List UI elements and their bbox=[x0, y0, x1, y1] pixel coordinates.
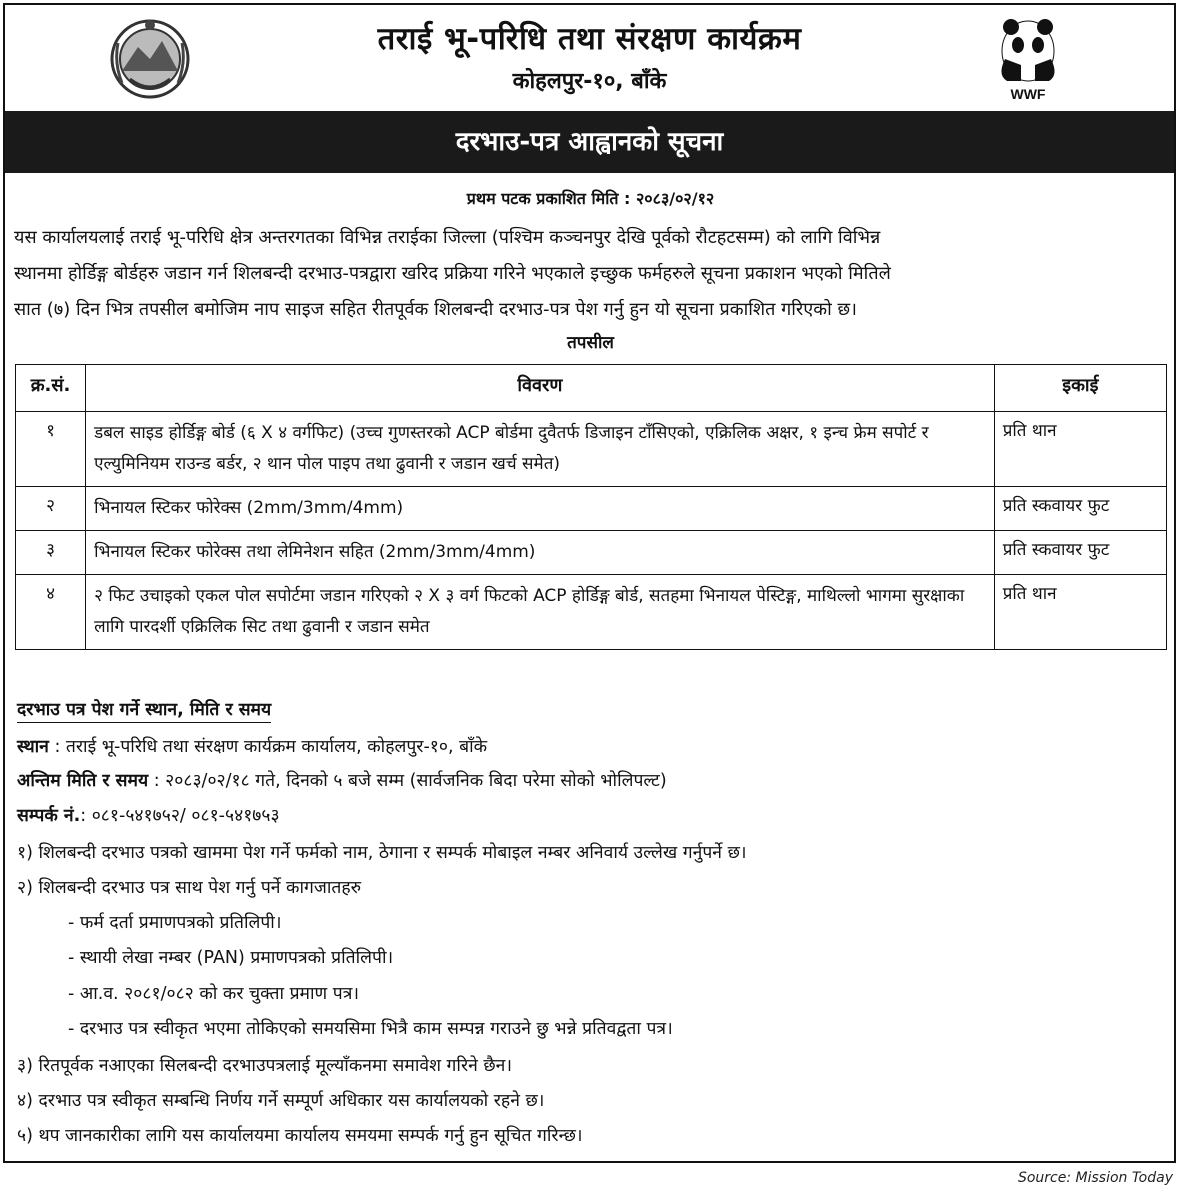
submission-contact bbox=[17, 803, 280, 827]
specification-table bbox=[15, 364, 1167, 650]
intro-line: यस कार्यालयलाई तराई भू-परिधि क्षेत्र अन्तरगतका विभिन्न तराईका जिल्ला (पश्चिम कञ्चनपुर देखि पूर्वको रौटहटसम्म) को लागि विभिन्न bbox=[14, 227, 881, 248]
table-row bbox=[16, 575, 1167, 650]
intro-paragraph bbox=[14, 220, 1157, 328]
condition-item: ४) दरभाउ पत्र स्वीकृत सम्बन्धि निर्णय गर्ने सम्पूर्ण अधिकार यस कार्यालयको रहने छ। bbox=[17, 1091, 545, 1111]
row-serial: १ bbox=[16, 412, 86, 487]
row-serial: ३ bbox=[16, 531, 86, 575]
submission-place bbox=[17, 734, 487, 758]
table-row bbox=[16, 531, 1167, 575]
document-item: - दरभाउ पत्र स्वीकृत भएमा तोकिएको समयसिमा भित्रै काम सम्पन्न गराउने छु भन्ने प्रतिवद्वता पत्र। bbox=[68, 1019, 673, 1039]
condition-item: ३) रितपूर्वक नआएका सिलबन्दी दरभाउपत्रलाई मूल्याँकनमा समावेश गरिने छैन। bbox=[17, 1056, 512, 1076]
condition-item: २) शिलबन्दी दरभाउ पत्र साथ पेश गर्नु पर्ने कागजातहरु bbox=[17, 878, 362, 898]
source-credit: Source: Mission Today bbox=[1017, 1170, 1173, 1186]
submission-deadline bbox=[17, 768, 667, 792]
row-unit: प्रति थान bbox=[994, 575, 1166, 650]
row-description: भिनायल स्टिकर फोरेक्स तथा लेमिनेशन सहित (2mm/3mm/4mm) bbox=[86, 531, 995, 575]
document-item: - स्थायी लेखा नम्बर (PAN) प्रमाणपत्रको प्रतिलिपी। bbox=[68, 948, 394, 968]
row-unit: प्रति स्कवायर फुट bbox=[994, 487, 1166, 531]
organization-address: कोहलपुर-१०, बाँके bbox=[512, 69, 667, 94]
document-item: - आ.व. २०८१/०८२ को कर चुक्ता प्रमाण पत्र। bbox=[68, 984, 359, 1004]
organization-title: तराई भू-परिधि तथा संरक्षण कार्यक्रम bbox=[377, 21, 802, 57]
table-header-row bbox=[16, 365, 1167, 412]
notice-header bbox=[5, 5, 1174, 113]
row-description: डबल साइड होर्डिङ्ग बोर्ड (६ X ४ वर्गफिट) (उच्च गुणस्तरको ACP बोर्डमा दुवैतर्फ डिजाइन टाँसिएको, एक्रिलिक अक्षर, १ इन्च फ्रेम सपोर्ट र एल्युमिनियम राउन्ड बर्डर, २ थान पोल पाइप तथा ढुवानी र जडान खर्च समेत) bbox=[86, 412, 995, 487]
table-row bbox=[16, 487, 1167, 531]
intro-line: सात (७) दिन भित्र तपसील बमोजिम नाप साइज सहित रीतपूर्वक शिलबन्दी दरभाउ-पत्र पेश गर्नु हुन यो सूचना प्रकाशित गरिएको छ। bbox=[14, 299, 857, 320]
contact-value: : ०८१-५४१७५२/ ०८१-५४१७५३ bbox=[80, 806, 280, 826]
header-description: विवरण bbox=[86, 365, 995, 412]
condition-item: १) शिलबन्दी दरभाउ पत्रको खाममा पेश गर्ने फर्मको नाम, ठेगाना र सम्पर्क मोबाइल नम्बर अनिवार्य उल्लेख गर्नुपर्ने छ। bbox=[17, 843, 747, 863]
condition-item: ५) थप जानकारीका लागि यस कार्यालयमा कार्यालय समयमा सम्पर्क गर्नु हुन सूचित गरिन्छ। bbox=[17, 1126, 583, 1146]
header-serial: क्र.सं. bbox=[16, 365, 86, 412]
document-item: - फर्म दर्ता प्रमाणपत्रको प्रतिलिपी। bbox=[68, 913, 282, 933]
notice-banner: दरभाउ-पत्र आह्वानको सूचना bbox=[5, 111, 1174, 173]
publish-date: प्रथम पटक प्रकाशित मिति : २०८३/०२/१२ bbox=[466, 189, 715, 208]
row-serial: ४ bbox=[16, 575, 86, 650]
header-unit: इकाई bbox=[994, 365, 1166, 412]
deadline-label: अन्तिम मिति र समय bbox=[17, 771, 149, 791]
row-unit: प्रति थान bbox=[994, 412, 1166, 487]
intro-line: स्थानमा होर्डिङ्ग बोर्डहरु जडान गर्न शिलबन्दी दरभाउ-पत्रद्वारा खरिद प्रक्रिया गरिने भएकाले इच्छुक फर्महरुले सूचना प्रकाशन भएको मितिले bbox=[14, 263, 891, 284]
place-value: : तराई भू-परिधि तथा संरक्षण कार्यक्रम कार्यालय, कोहलपुर-१०, बाँके bbox=[48, 737, 488, 757]
row-description: २ फिट उचाइको एकल पोल सपोर्टमा जडान गरिएको २ X ३ वर्ग फिटको ACP होर्डिङ्ग बोर्ड, सतहमा भिनायल पेस्टिङ्ग, माथिल्लो भागमा सुरक्षाका लागि पारदर्शी एक्रिलिक सिट तथा ढुवानी र जडान समेत bbox=[86, 575, 995, 650]
row-unit: प्रति स्कवायर फुट bbox=[994, 531, 1166, 575]
submission-heading: दरभाउ पत्र पेश गर्ने स्थान, मिति र समय bbox=[17, 697, 271, 723]
wwf-logo-text: WWF bbox=[1010, 86, 1046, 102]
wwf-panda-logo-icon bbox=[993, 15, 1063, 105]
deadline-value: : २०८३/०२/१८ गते, दिनको ५ बजे सम्म (सार्वजनिक बिदा परेमा सोको भोलिपल्ट) bbox=[148, 771, 667, 791]
place-label: स्थान bbox=[17, 737, 49, 757]
table-row bbox=[16, 412, 1167, 487]
row-description: भिनायल स्टिकर फोरेक्स (2mm/3mm/4mm) bbox=[86, 487, 995, 531]
row-serial: २ bbox=[16, 487, 86, 531]
table-title: तपसील bbox=[567, 333, 614, 353]
contact-label: सम्पर्क नं. bbox=[17, 806, 81, 826]
